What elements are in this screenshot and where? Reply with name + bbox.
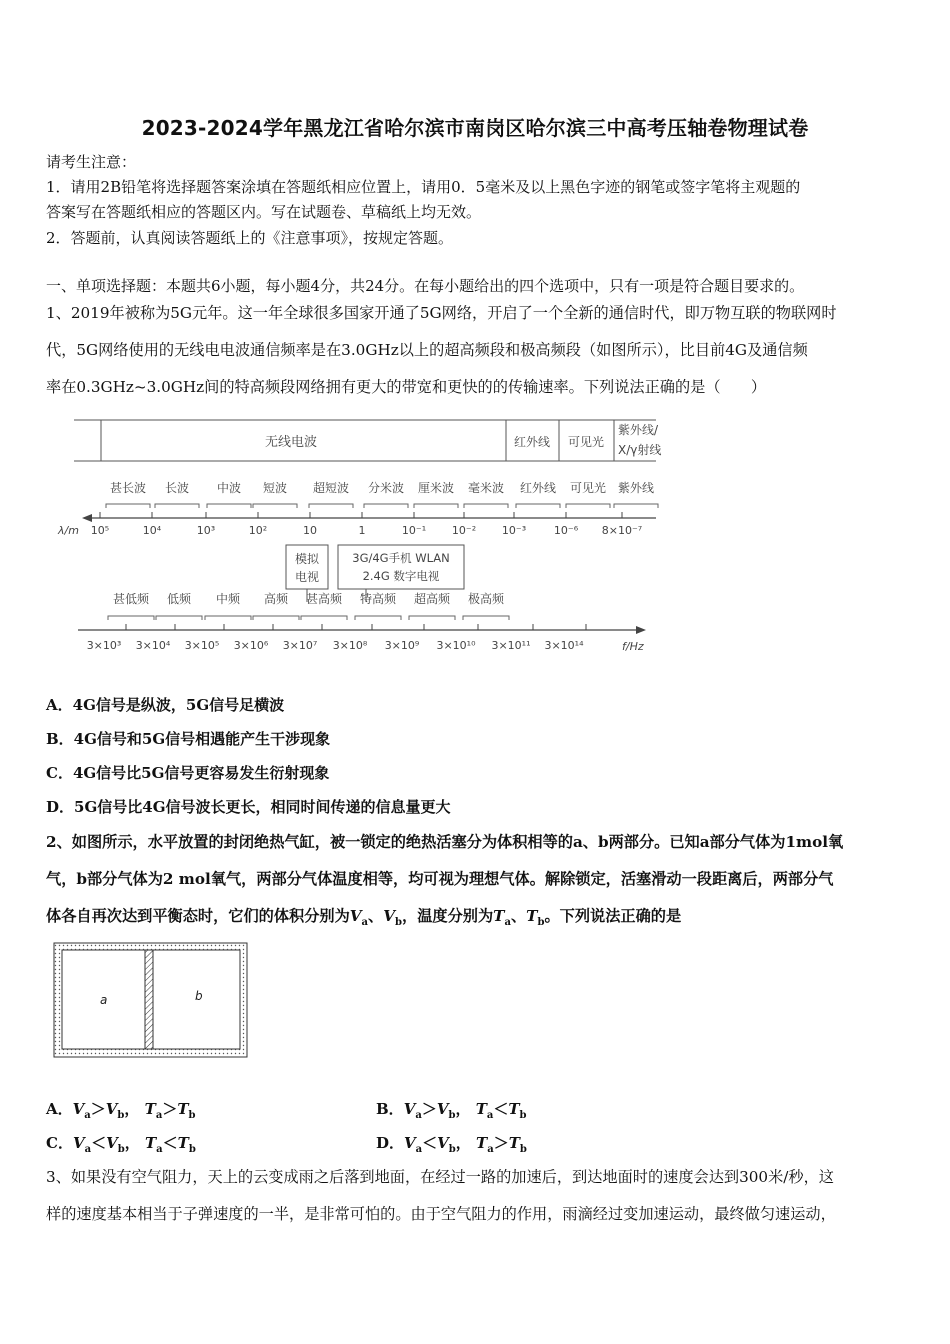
cylinder-figure xyxy=(50,940,250,1060)
q3-line-2: 样的速度基本相当于子弹速度的一半，是非常可怕的。由于空气阻力的作用，雨滴经过变加速运动，最终做匀速运动， xyxy=(46,1205,836,1223)
freq-band-label: 高频 xyxy=(263,592,289,606)
lambda-tick-label: 10⁻³ xyxy=(501,524,527,537)
q2-option-d[interactable]: D．$V_a<V_b$， $T_a>T_b$ xyxy=(376,1134,527,1155)
spectrum-figure xyxy=(56,412,676,662)
band-brace xyxy=(207,504,251,508)
freq-band-brace xyxy=(205,616,251,620)
q1-option-b[interactable]: B．4G信号和5G信号相遇能产生干涉现象 xyxy=(46,730,331,748)
freq-band-brace xyxy=(463,616,509,620)
label-infrared-top: 红外线 xyxy=(513,435,551,449)
freq-band-label: 特高频 xyxy=(359,592,397,606)
band-brace xyxy=(106,504,150,508)
band-label: 分米波 xyxy=(367,481,405,495)
lambda-tick-label: 10⁻² xyxy=(451,524,477,537)
section-heading: 一、单项选择题：本题共6小题，每小题4分，共24分。在每小题给出的四个选项中，只有一项是符合题目要求的。 xyxy=(46,277,805,295)
freq-band-label: 甚高频 xyxy=(305,592,343,606)
notice-line-2: 答案写在答题纸相应的答题区内。写在试题卷、草稿纸上均无效。 xyxy=(46,203,482,221)
notice-heading: 请考生注意： xyxy=(46,153,137,171)
lambda-tick-label: 10⁵ xyxy=(90,524,110,537)
q2-line-1: 2、如图所示，水平放置的封闭绝热气缸，被一锁定的绝热活塞分为体积相等的a、b两部分。已知a部分气体为1mol氧 xyxy=(46,833,844,851)
band-label: 甚长波 xyxy=(109,481,147,495)
band-brace xyxy=(364,504,408,508)
band-brace xyxy=(614,504,658,508)
q3-line-1: 3、如果没有空气阻力，天上的云变成雨之后落到地面，在经过一路的加速后，到达地面时的速度会达到300米/秒，这 xyxy=(46,1168,834,1186)
lambda-tick-label: 10⁻⁶ xyxy=(553,524,579,537)
q2-line-2: 气，b部分气体为2 mol氧气，两部分气体温度相等，均可视为理想气体。解除锁定，活塞滑动一段距离后，两部分气 xyxy=(46,870,834,888)
freq-band-label: 中频 xyxy=(215,592,241,606)
q2-option-a[interactable]: A．$V_a>V_b$， $T_a>T_b$ xyxy=(46,1100,196,1121)
q1-option-d[interactable]: D．5G信号比4G信号波长更长，相同时间传递的信息量更大 xyxy=(46,798,451,816)
label-visible-top: 可见光 xyxy=(567,435,605,449)
lambda-tick-label: 10 xyxy=(303,524,317,537)
lambda-tick-label: 8×10⁻⁷ xyxy=(601,524,643,537)
lambda-tick-label: 1 xyxy=(358,524,366,537)
q1-line-2: 代，5G网络使用的无线电电波通信频率是在3.0GHz以上的超高频段和极高频段（如图所示），比目前4G及通信频 xyxy=(46,341,808,359)
freq-band-brace xyxy=(156,616,202,620)
q2-line-3: 体各自再次达到平衡态时，它们的体积分别为$V_a$、$V_b$，温度分别为$T_a$、$T_b$。下列说法正确的是 xyxy=(46,907,682,929)
freq-tick-label: 3×10¹⁰ xyxy=(436,639,476,652)
freq-band-label: 低频 xyxy=(166,592,192,606)
chamber-a-label: a xyxy=(100,993,108,1007)
band-label: 厘米波 xyxy=(417,481,455,495)
box-4g-2: 2.4G 数字电视 xyxy=(362,569,440,583)
lambda-tick-label: 10² xyxy=(248,524,268,537)
freq-band-label: 超高频 xyxy=(413,592,451,606)
freq-band-brace xyxy=(301,616,347,620)
freq-tick-label: 3×10⁹ xyxy=(384,639,420,652)
box-analog-tv-1: 模拟 xyxy=(294,552,320,566)
freq-band-brace xyxy=(108,616,154,620)
chamber-b-label: b xyxy=(195,989,203,1003)
q2-option-b[interactable]: B．$V_a>V_b$， $T_a<T_b$ xyxy=(376,1100,527,1121)
label-xray-top: X/γ射线 xyxy=(618,443,662,457)
band-brace xyxy=(464,504,508,508)
q1-line-1: 1、2019年被称为5G元年。这一年全球很多国家开通了5G网络，开启了一个全新的通信时代，即万物互联的物联网时 xyxy=(46,304,837,322)
freq-tick-label: 3×10³ xyxy=(86,639,122,652)
band-brace xyxy=(309,504,353,508)
freq-band-label: 甚低频 xyxy=(112,592,150,606)
band-label: 中波 xyxy=(216,481,242,495)
band-brace xyxy=(516,504,560,508)
notice-line-1: 1．请用2B铅笔将选择题答案涂填在答题纸相应位置上，请用0．5毫米及以上黑色字迹的钢笔或签字笔将主观题的 xyxy=(46,178,801,196)
band-brace xyxy=(155,504,199,508)
lambda-tick-label: 10³ xyxy=(196,524,216,537)
band-label: 紫外线 xyxy=(617,481,655,495)
band-label: 可见光 xyxy=(569,481,607,495)
band-label: 毫米波 xyxy=(467,481,505,495)
band-brace xyxy=(414,504,458,508)
freq-tick-label: 3×10¹⁴ xyxy=(544,639,584,652)
freq-band-brace xyxy=(409,616,455,620)
freq-tick-label: 3×10⁶ xyxy=(233,639,269,652)
freq-band-label: 极高频 xyxy=(467,592,505,606)
freq-tick-label: 3×10⁴ xyxy=(135,639,171,652)
lambda-tick-label: 10⁻¹ xyxy=(401,524,427,537)
freq-tick-label: 3×10⁷ xyxy=(282,639,318,652)
freq-axis-label: f/Hz xyxy=(622,640,644,653)
q2-option-c[interactable]: C．$V_a<V_b$， $T_a<T_b$ xyxy=(46,1134,196,1155)
box-4g-1: 3G/4G手机 WLAN xyxy=(352,551,450,565)
band-brace xyxy=(566,504,610,508)
band-label: 短波 xyxy=(262,481,288,495)
lambda-axis-label: λ/m xyxy=(58,524,79,537)
label-uv-top: 紫外线/ xyxy=(618,423,659,437)
band-label: 超短波 xyxy=(312,481,350,495)
q1-option-c[interactable]: C．4G信号比5G信号更容易发生衍射现象 xyxy=(46,764,330,782)
q1-option-a[interactable]: A．4G信号是纵波，5G信号足横波 xyxy=(46,696,285,714)
label-wireless: 无线电波 xyxy=(264,435,318,450)
freq-band-brace xyxy=(253,616,299,620)
page-title: 2023-2024学年黑龙江省哈尔滨市南岗区哈尔滨三中高考压轴卷物理试卷 xyxy=(141,116,809,140)
q1-line-3: 率在0.3GHz~3.0GHz间的特高频段网络拥有更大的带宽和更快的的传输速率。下列说法正确的是（ ） xyxy=(46,378,767,396)
freq-band-brace xyxy=(355,616,401,620)
freq-tick-label: 3×10¹¹ xyxy=(491,639,531,652)
notice-line-3: 2．答题前，认真阅读答题纸上的《注意事项》，按规定答题。 xyxy=(46,229,454,247)
box-analog-tv-2: 电视 xyxy=(294,570,320,584)
band-label: 长波 xyxy=(164,481,190,495)
band-brace xyxy=(253,504,297,508)
band-label: 红外线 xyxy=(519,481,557,495)
freq-tick-label: 3×10⁵ xyxy=(184,639,220,652)
freq-tick-label: 3×10⁸ xyxy=(332,639,368,652)
lambda-tick-label: 10⁴ xyxy=(142,524,162,537)
